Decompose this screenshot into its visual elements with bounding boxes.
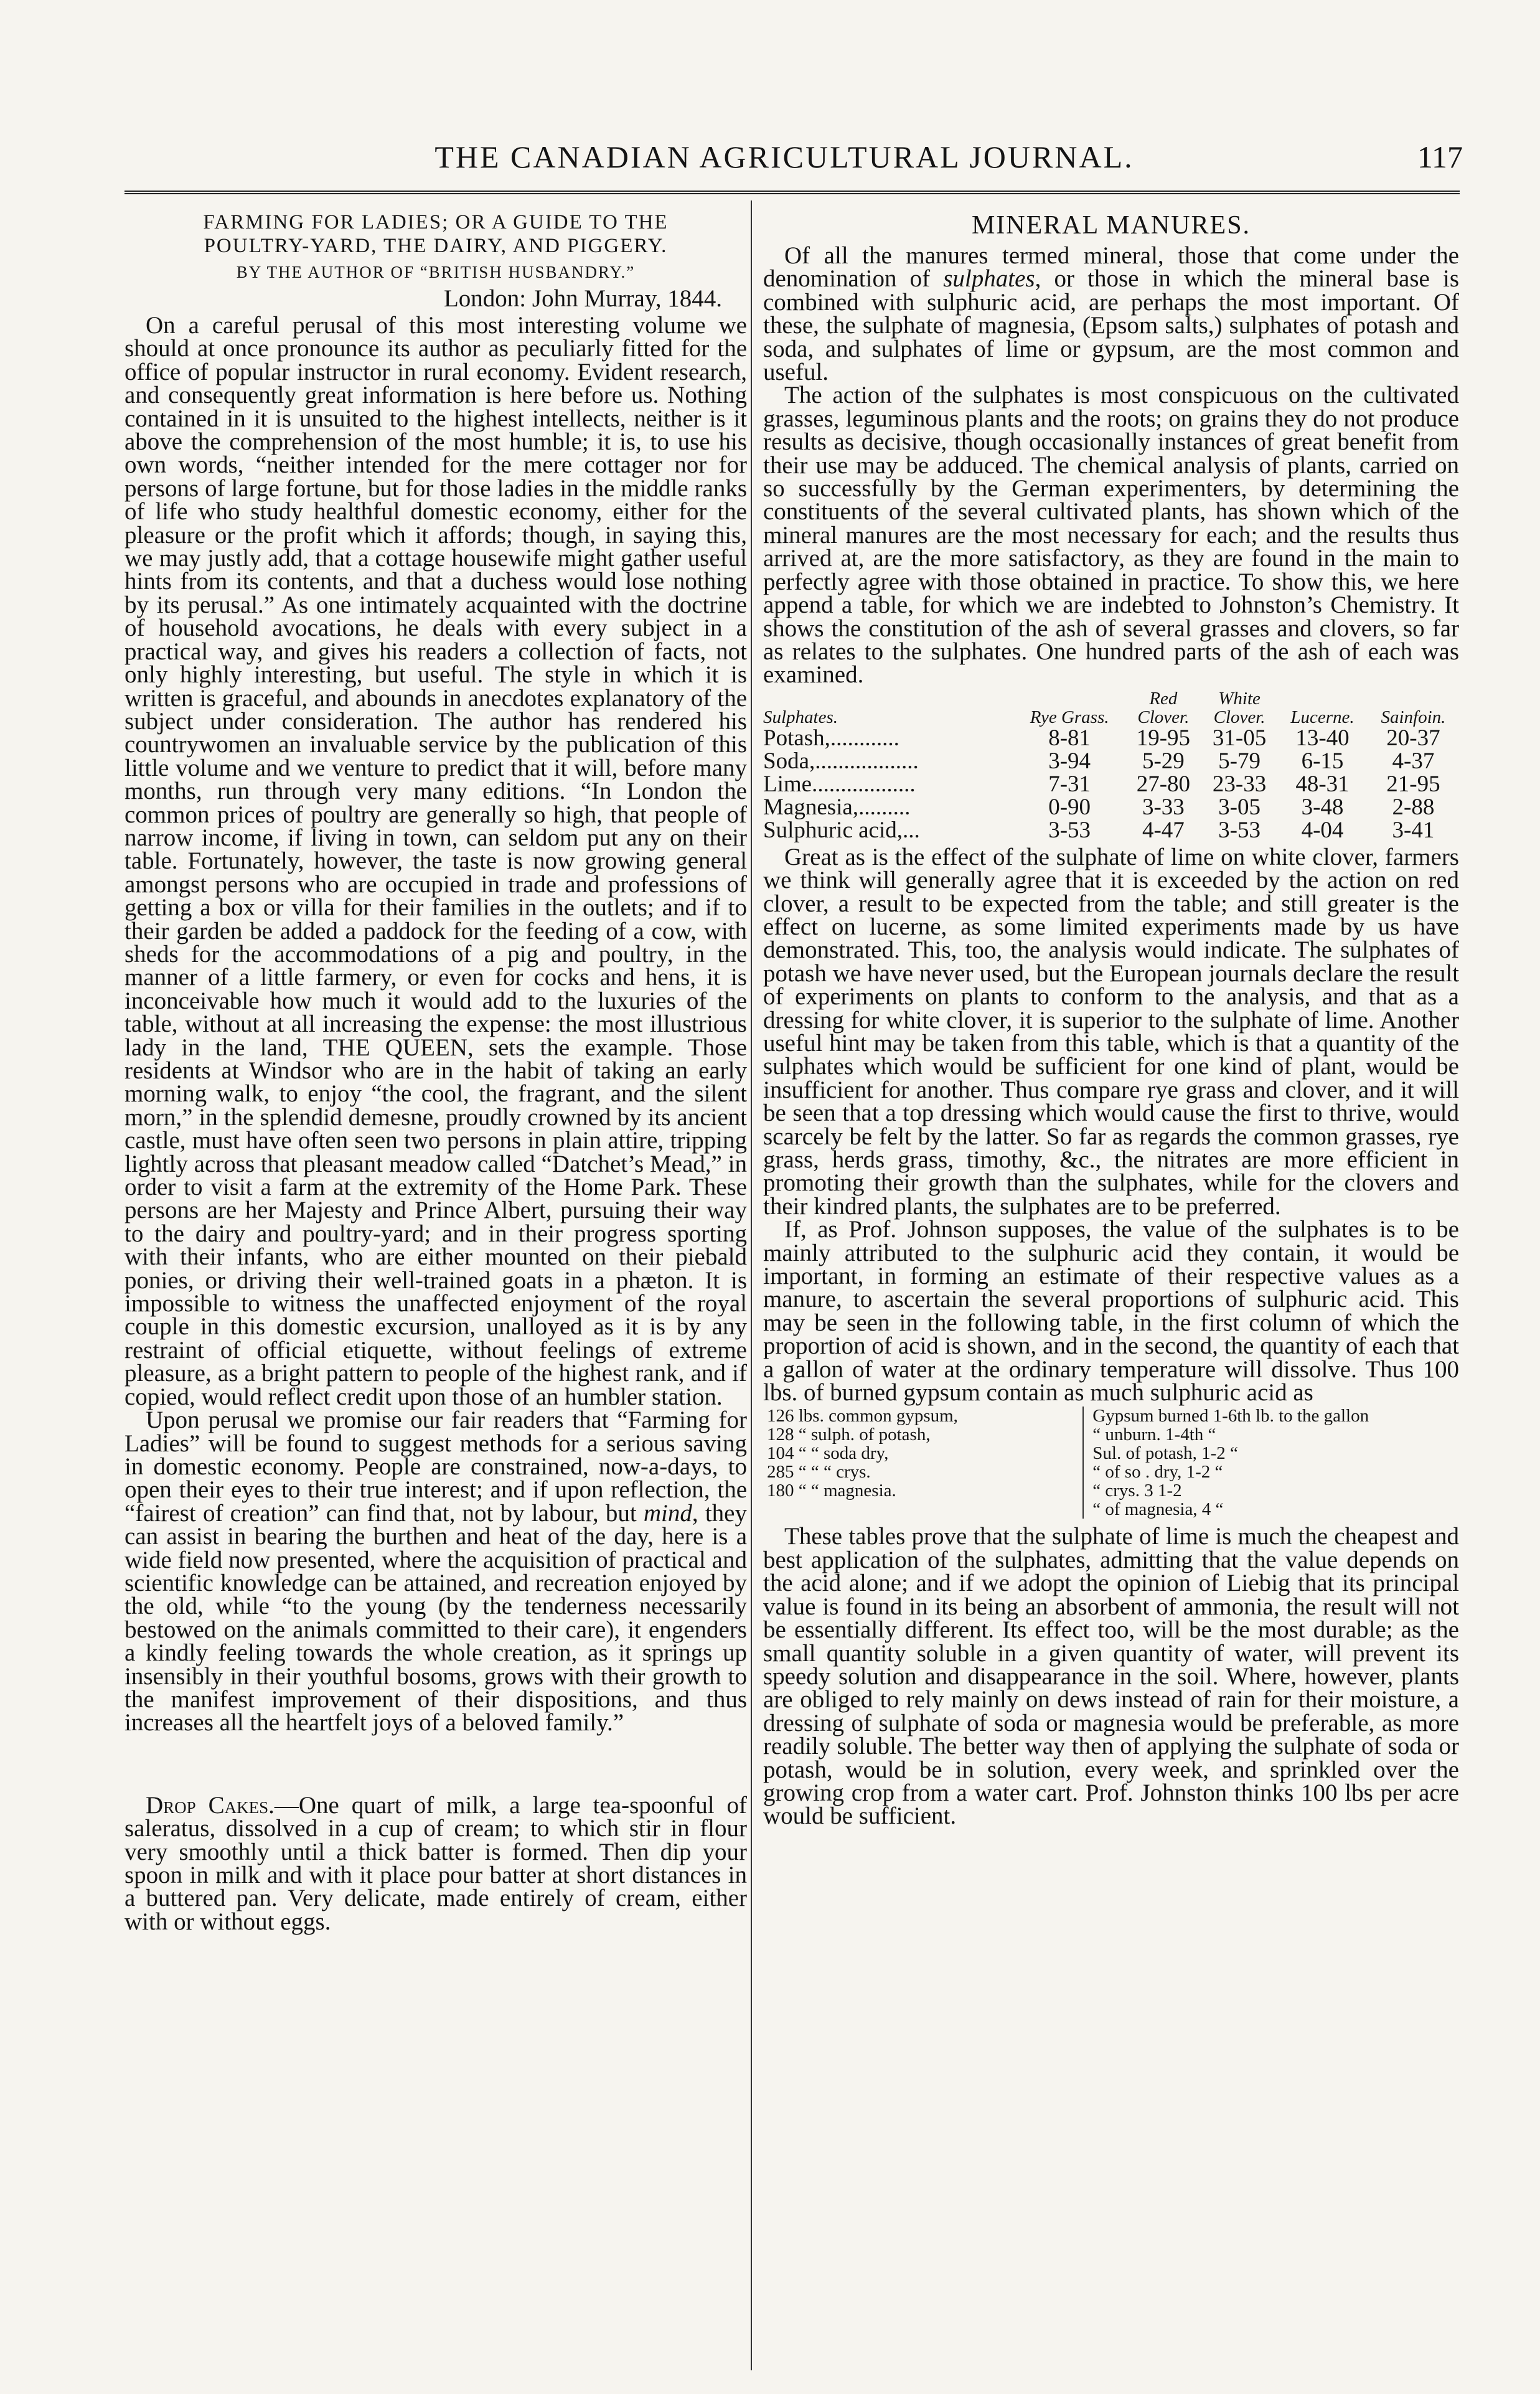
running-head (106, 138, 1463, 188)
right-column (763, 205, 1459, 1828)
acid-proportion-column (763, 1407, 1083, 1519)
gypsum-line: 126 lbs. common gypsum, (767, 1406, 958, 1426)
table-cell: 23-33 (1212, 771, 1267, 797)
table-cell: 3-53 (1218, 817, 1261, 843)
table-cell: 4-47 (1142, 817, 1185, 843)
gypsum-line: 285 “ “ “ crys. (767, 1462, 871, 1482)
table-header: Sainfoin. (1381, 707, 1446, 727)
table-header-top (1368, 689, 1459, 708)
table-cell: 3-05 (1218, 794, 1261, 820)
emphasis-sulphates: sulphates (943, 265, 1035, 293)
review-text: On a careful perusal of this most interesting volume we should at once pronounce its author as peculiarly fitted for the office of popular instructor in rural economy. Evident research, and consequently great information is here before us. Nothing contained in it is unsuited to the highest intellects, neither is it above the comprehension of the most humble; it is, to use his own words, “neither intended for the mere cottager nor for persons of large fortune, but for those ladies in the middle ranks of life who study healthful domestic economy, either for the pleasure or the profit which it affords; though, in saying this, we may justly add, that a cottage housewife might gather useful hints from its contents, and that a duchess would lose nothing by its perusal.” As one intimately acquainted with the doctrine of household avocations, he deals with every subject in a practical way, and gives his readers a collection of facts, not only highly interesting, but useful. The style in which it is written is graceful, and abounds in anecdotes explanatory of the subject under consideration. The author has rendered his countrywomen an invaluable service by the publication of this little volume and we venture to predict that it will, before many months, run through very many editions. “In London the common prices of poultry are generally so high, that people of narrow income, if living in town, can seldom put any on their table. Fortunately, however, the taste is now growing general amongst persons who are occupied in trade and professions of getting a box or villa for their families in the outlets; and if to their garden be added a paddock for the feeding of a cow, with sheds for the accommodations of a pig and poultry, in the manner of a little farmery, or even for cocks and hens, it is inconceivable how much it would add to the luxuries of the table, without at all increasing the expense: the most illustrious lady in the land, (124, 312, 747, 1061)
review-text-cont: , sets the example. Those residents at Windsor who are in the habit of taking an early morning walk, to enjoy “the cool, the fragrant, and the silent morn,” in the splendid demesne, proudly crowned by its ancient castle, must have often seen two persons in plain attire, tripping lightly across that pleasant meadow called “Datchet’s Mead,” in order to visit a farm at the extremity of the Home Park. These persons are her Majesty and Prince Albert, pursuing their way to the dairy and poultry-yard; and in their progress sporting with their infants, who are either mounted on their piebald ponies, or driving their well-trained goats in a phæton. It is impossible to witness the unaffected enjoyment of the royal couple in this domestic excursion, unalloyed as it is by any restraint of official etiquette, without feelings of extreme pleasure, as a bright pattern to people of the highest rank, and if copied, would reflect credit upon those of an humbler station. (124, 1034, 747, 1410)
table-header: Sulphates. (763, 707, 838, 727)
drop-cakes-text: —One quart of milk, a large tea-spoonful of saleratus, dissolved in a cup of cream; to which stir in flour very smoothly until a thick batter is formed. Then dip your spoon in milk and with it place pour batter at short distances in a buttered pan. Very delicate, made entirely of cream, either with or without eggs. (124, 1791, 747, 1935)
table-cell: 20-37 (1386, 725, 1440, 751)
review-title-line1: FARMING FOR LADIES; OR A GUIDE TO THE (203, 211, 669, 233)
article-paragraph: If, as Prof. Johnson supposes, the value of the sulphates is to be mainly attributed to the sulphuric acid they contain, it would be important, in forming an estimate of their respective values as a manure, to ascertain the several proportions of sulphuric acid. This may be seen in the following table, in the first column of which the proportion of acid is shown, and in the second, the quantity of each that a gallon of water at the ordinary temperature will dissolve. Thus 100 lbs. of burned gypsum contain as much sulphuric acid as (763, 1216, 1459, 1407)
table-row (763, 819, 1459, 842)
gypsum-line: “ crys. 3 1-2 (1092, 1481, 1182, 1501)
table-row (763, 773, 1459, 796)
row-label: Lime.................. (763, 771, 916, 797)
table-cell: 48-31 (1295, 771, 1350, 797)
gypsum-line: Sul. of potash, 1-2 “ (1092, 1443, 1238, 1464)
article-heading: MINERAL MANURES. (971, 211, 1251, 240)
gypsum-line: 104 “ “ soda dry, (767, 1443, 889, 1464)
column-divider (751, 200, 752, 2370)
section-gap (124, 1735, 747, 1794)
review-byline: BY THE AUTHOR OF “BRITISH HUSBANDRY.” (236, 263, 636, 281)
table-cell: 3-33 (1142, 794, 1185, 820)
table-header-top: White (1218, 688, 1261, 709)
table-cell: 3-53 (1048, 817, 1091, 843)
table-cell: 5-79 (1218, 748, 1261, 774)
table-cell: 4-37 (1392, 748, 1435, 774)
table-cell: 3-48 (1301, 794, 1344, 820)
table-header-top: Red (1149, 688, 1178, 709)
article-paragraph: The action of the sulphates is most conspicuous on the cultivated grasses, leguminous plants and the roots; on grains they do not produce results as decisive, though occasionally instances of great benefit from their use may be adduced. The chemical analysis of plants, carried on so successfully by the German experimenters, by determining the constituents of the several cultivated plants, has shown which of the mineral manures are the most necessary for each; and the results thus arrived at, are the more satisfactory, as they are found in the main to perfectly agree with those obtained in practice. To show this, we here append a table, for which we are indebted to Johnston’s Chemistry. It shows the constitution of the ash of several grasses and clovers, so far as relates to the sulphates. One hundred parts of the ash of each was examined. (763, 382, 1459, 689)
table-header: Rye Grass. (1030, 707, 1109, 727)
row-label: Magnesia,......... (763, 794, 911, 820)
gypsum-line: “ of magnesia, 4 “ (1092, 1499, 1224, 1520)
article-text-cont: , or those in which the mineral base is combined with sulphuric acid, are perhaps the most important. Of these, the sulphate of magnesia, (Epsom salts,) sulphates of potash and soda, and sulphates of lime or gypsum, are the most common and useful. (763, 265, 1460, 386)
article-paragraph: These tables prove that the sulphate of lime is much the cheapest and best application of the sulphates, admitting that the value depends on the acid alone; and if we adopt the opinion of Liebig that its principal value is found in its being an absorbent of ammonia, the result will not be essentially different. Its effect too, will be the most durable; as the small quantity soluble in a given quantity of water, will prevent its speedy solution and disappearance in the soil. Where, however, plants are obliged to rely mainly on dews instead of rain for their moisture, a dressing of sulphate of soda or magnesia would be preferable, as more readily soluble. The better way then of applying the sulphate of soda or potash, would be in solution, every week, and sprinkled over the growing crop from a water cart. Prof. Johnston thinks 100 lbs per acre would be sufficient. (763, 1523, 1459, 1830)
solubility-column (1083, 1407, 1459, 1519)
article-paragraph: Great as is the effect of the sulphate of lime on white clover, farmers we think will generally agree that it is exceeded by the action on red clover, a result to be expected from the table; and still greater is the effect on lucerne, as some limited experiments made by us have demonstrated. This, too, the analysis would indicate. The sulphates of potash we have never used, but the European journals declare the result of experiments on plants to conform to the analysis, and that as a dressing for white clover, it is superior to the sulphate of lime. Another useful hint may be taken from this table, which is that a quantity of the sulphates which would be sufficient for one kind of plant, would be insufficient for another. Thus compare rye grass and clover, and it will be seen that a top dressing which would cause the first to thrive, would scarcely be felt by the latter. So far as regards the common grasses, rye grass, herds grass, timothy, &c., the nitrates are more efficient in promoting their growth than the sulphates, while for the clovers and their kindred plants, the sulphates are to be preferred. (763, 843, 1459, 1220)
table-cell: 31-05 (1212, 725, 1267, 751)
table-row (763, 750, 1459, 773)
drop-cakes-title: Drop Cakes. (146, 1791, 275, 1819)
journal-title: THE CANADIAN AGRICULTURAL JOURNAL. (434, 139, 1134, 174)
review-text: Upon perusal we promise our fair readers that “Farming for Ladies” will be found to suggest methods for a serious saving in domestic economy. People are constrained, now-a-days, to open their eyes to their true interest; and if upon reflection, the “fairest of creation” can find that, not by labour, but (124, 1407, 747, 1527)
table-row (763, 727, 1459, 750)
review-title-line2: POULTRY-YARD, THE DAIRY, AND PIGGERY. (204, 235, 668, 257)
table-header: Lucerne. (1290, 707, 1355, 727)
table-header-top (763, 689, 1013, 708)
table-cell: 4-04 (1301, 817, 1344, 843)
article-text: Of all the manures termed mineral, those that come under the denomination of (763, 242, 1459, 293)
row-label: Soda,.................. (763, 748, 919, 774)
article-paragraph (763, 244, 1459, 384)
table-cell: 2-88 (1392, 794, 1435, 820)
drop-cakes-recipe (124, 1791, 747, 1935)
gypsum-line: “ of so . dry, 1-2 “ (1092, 1462, 1223, 1482)
table-row (763, 796, 1459, 819)
table-cell: 3-94 (1048, 748, 1091, 774)
review-paragraph (124, 1408, 747, 1735)
gypsum-solubility-table (763, 1407, 1459, 1519)
gypsum-line: 180 “ “ magnesia. (767, 1481, 896, 1501)
review-text-cont: , they can assist in bearing the burthen and heat of the day, here is a wide field now presented, where the acquisition of practical and scientific knowledge can be attained, and recreation enjoyed by the old, while “to the young (by the tenderness necessarily bestowed on the animals committed to their care), it engenders a kindly feeling towards the whole creation, as it springs up insensibly in their youthful bosoms, grows with their growth to the manifest improvement of their dispositions, and thus increases all the heartfelt joys of a beloved family.” (124, 1499, 747, 1737)
row-label: Potash,............ (763, 725, 899, 751)
table-cell: 8-81 (1048, 725, 1091, 751)
table-cell: 6-15 (1301, 748, 1344, 774)
the-queen: THE QUEEN (322, 1034, 467, 1061)
table-cell: 19-95 (1136, 725, 1191, 751)
page-number: 117 (1417, 139, 1463, 174)
left-column (124, 205, 747, 1933)
review-imprint: London: John Murray, 1844. (443, 285, 722, 312)
table-header-top (1013, 689, 1125, 708)
table-cell: 13-40 (1295, 725, 1350, 751)
header-rule (124, 191, 1460, 194)
table-cell: 27-80 (1136, 771, 1191, 797)
gypsum-line: “ unburn. 1-4th “ (1092, 1425, 1216, 1445)
review-title (124, 210, 747, 258)
emphasis-mind: mind (643, 1499, 692, 1527)
table-header: Clover. (1213, 707, 1265, 727)
table-cell: 0-90 (1048, 794, 1091, 820)
table-cell: 21-95 (1386, 771, 1440, 797)
table-header: Clover. (1137, 707, 1190, 727)
sulphates-analysis-table (763, 689, 1459, 842)
table-cell: 7-31 (1048, 771, 1091, 797)
review-paragraph (124, 314, 747, 1408)
table-cell: 3-41 (1392, 817, 1435, 843)
row-label: Sulphuric acid,... (763, 817, 920, 843)
table-header-top (1277, 689, 1368, 708)
gypsum-line: 128 “ sulph. of potash, (767, 1425, 931, 1445)
gypsum-line: Gypsum burned 1-6th lb. to the gallon (1092, 1406, 1369, 1426)
table-cell: 5-29 (1142, 748, 1185, 774)
